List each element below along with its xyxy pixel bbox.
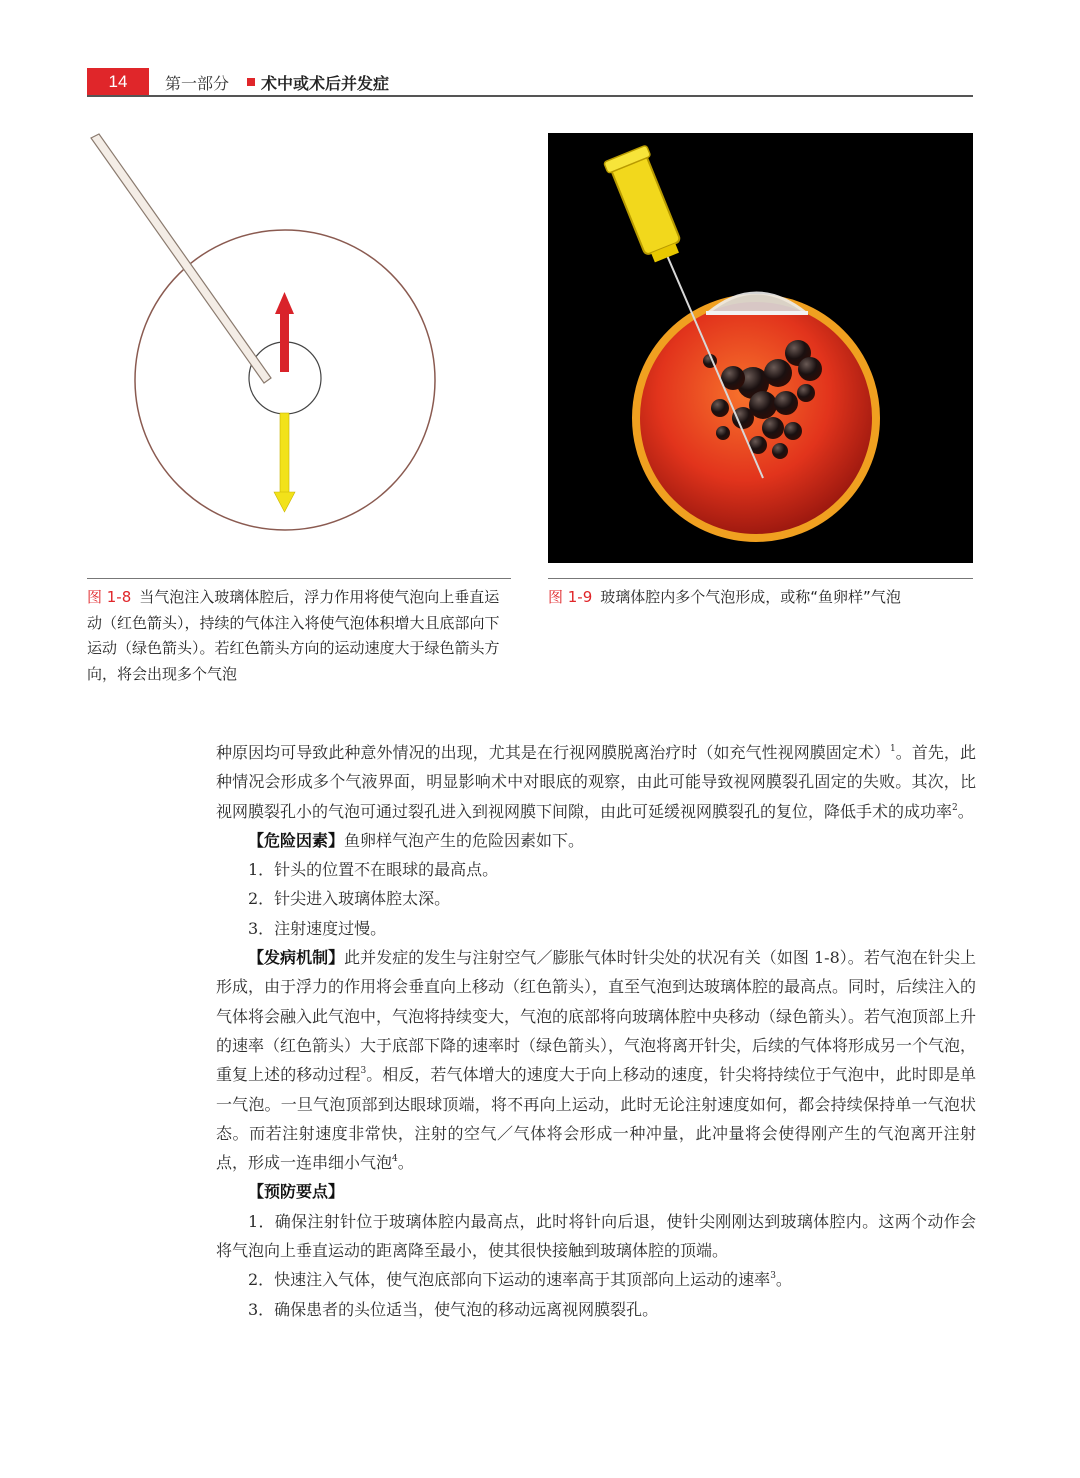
risk-item: 3．注射速度过慢。 xyxy=(248,918,387,938)
body-text xyxy=(216,738,976,1324)
paragraph-prevention-heading xyxy=(216,1177,976,1206)
ref-3: 3 xyxy=(360,1066,367,1077)
risk-item: 1．针头的位置不在眼球的最高点。 xyxy=(248,860,499,880)
prevention-item xyxy=(216,1265,976,1294)
figure-1-8-diagram xyxy=(87,130,511,570)
header-bullet xyxy=(247,78,255,86)
paragraph-mechanism xyxy=(216,943,976,1177)
mechanism-heading: 【发病机制】 xyxy=(248,948,345,968)
lens-line xyxy=(706,311,808,315)
section-title: 术中或术后并发症 xyxy=(261,74,390,93)
figure-1-9-caption xyxy=(548,585,978,611)
figure-1-8-caption xyxy=(87,585,513,687)
mechanism-text-a: 此并发症的发生与注射空气／膨胀气体时针尖处的状况有关（如图 1-8）。若气泡在针尖上形成，由于浮力的作用将会垂直向上移动（红色箭头），直至气泡到达玻璃体腔的最高点。同时，后续注入的气体将会融入此气泡中，气泡将持续变大，气泡的底部将向玻璃体腔中央移动（绿色箭头）。若气泡顶部上升的速率（红色箭头）大于底部下降的速率时（绿色箭头），气泡将离开针尖，后续的气体将形成另一个气泡，重复上述的移动过程 xyxy=(216,948,977,1085)
mechanism-end: 。 xyxy=(397,1153,414,1173)
ref-3b: 3 xyxy=(770,1271,776,1282)
eyeball xyxy=(636,298,876,538)
figure-1-9-label: 图 1-9 xyxy=(548,588,593,606)
mechanism-text-b: 。相反，若气体增大的速度大于向上移动的速度，针尖将持续位于气泡中，此时即是单一气泡。一旦气泡顶部到达眼球顶端，将不再向上运动，此时无论注射速度如何，都会持续保持单一气泡状态。而若注射速度非常快，注射的空气／气体将会形成一种冲量，此冲量将会使得刚产生的气泡离开注射点，形成一连串细小气泡 xyxy=(216,1065,976,1173)
risk-intro: 鱼卵样气泡产生的危险因素如下。 xyxy=(344,830,585,850)
figure-1-9-caption-text: 玻璃体腔内多个气泡形成，或称“鱼卵样”气泡 xyxy=(600,588,901,606)
intro-text-a: 种原因均可导致此种意外情况的出现，尤其是在行视网膜脱离治疗时（如充气性视网膜固定术） xyxy=(216,743,890,762)
risk-item: 2．针尖进入玻璃体腔太深。 xyxy=(248,889,451,909)
risk-heading: 【危险因素】 xyxy=(248,830,345,850)
ref-2: 2 xyxy=(952,802,958,813)
intro-end: 。 xyxy=(957,801,974,821)
intro-text-b: 。首先，此种情况会形成多个气液界面，明显影响术中对眼底的观察，由此可能导致视网膜裂孔固定的失败。其次，比视网膜裂孔小的气泡可通过裂孔进入到视网膜下间隙，由此可延缓视网膜裂孔的复位，降低手术的成功率 xyxy=(216,743,976,821)
caption-rule-1 xyxy=(87,578,511,579)
ref-1: 1 xyxy=(890,744,896,754)
prevention-item-2-text: 2．快速注入气体，使气泡底部向下运动的速率高于其顶部向上运动的速率 xyxy=(248,1270,771,1290)
paragraph-intro xyxy=(216,738,976,826)
running-header xyxy=(87,68,973,96)
figure-1-9-illustration xyxy=(548,133,973,563)
paragraph-risk xyxy=(216,826,976,855)
prevention-item: 3．确保患者的头位适当，使气泡的移动远离视网膜裂孔。 xyxy=(248,1299,659,1319)
part-label: 第一部分 xyxy=(165,74,230,93)
prevention-heading: 【预防要点】 xyxy=(248,1182,345,1202)
figure-1-8-label: 图 1-8 xyxy=(87,588,132,606)
page-number: 14 xyxy=(87,68,149,96)
figure-1-8-caption-text: 当气泡注入玻璃体腔后，浮力作用将使气泡向上垂直运动（红色箭头），持续的气体注入将使气泡体积增大且底部向下运动（绿色箭头）。若红色箭头方向的运动速度大于绿色箭头方向，将会出现多个气泡 xyxy=(87,588,500,683)
prevention-item-2-end: 。 xyxy=(775,1270,792,1290)
prevention-item: 1．确保注射针位于玻璃体腔内最高点，此时将针向后退，使针尖刚刚达到玻璃体腔内。这两个动作会将气泡向上垂直运动的距离降至最小，使其很快接触到玻璃体腔的顶端。 xyxy=(216,1211,976,1261)
ref-4: 4 xyxy=(392,1154,398,1165)
header-rule xyxy=(87,95,973,97)
caption-rule-2 xyxy=(548,578,973,579)
